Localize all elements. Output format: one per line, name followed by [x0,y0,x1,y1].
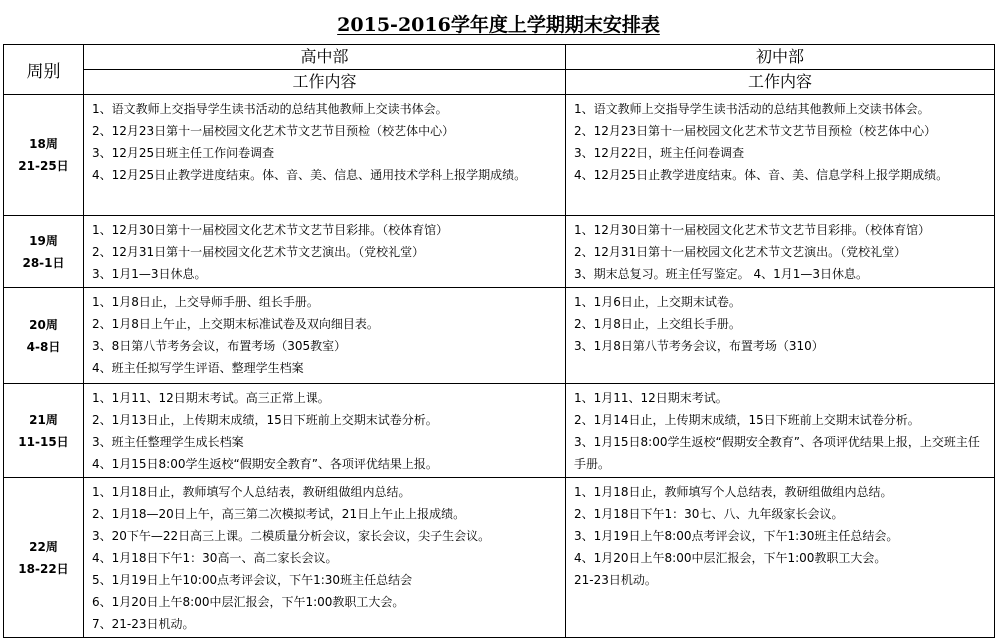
task-item: 3、12月22日，班主任问卷调查 [574,146,745,160]
week-row-22 [4,478,995,638]
task-item: 21-23日机动。 [574,573,657,587]
week-cell [4,95,84,216]
middle-school-items [566,95,995,216]
week-dates: 18-22日 [18,561,69,576]
middle-school-items [566,288,995,384]
high-school-items [84,288,566,384]
task-item: 3、1月19日上午8:00点考评会议，下午1:30班主任总结会。 [574,529,899,543]
middle-school-items [566,216,995,288]
document-title-text: 2015-2016学年度上学期期末安排表 [337,14,660,36]
week-row-19 [4,216,995,288]
week-column-header: 周别 [4,45,84,95]
task-item: 1、语文教师上交指导学生读书活动的总结其他教师上交读书体会。 [574,102,930,116]
document-title [0,10,997,40]
high-school-items [84,216,566,288]
week-row-21 [4,384,995,478]
week-cell [4,288,84,384]
task-item: 2、1月18日下午1：30七、八、九年级家长会议。 [574,507,844,521]
task-item: 1、语文教师上交指导学生读书活动的总结其他教师上交读书体会。 [92,102,448,116]
task-item: 1、1月11、12日期末考试。高三正常上课。 [92,391,330,405]
high-school-items [84,95,566,216]
week-number: 21周 [29,412,58,427]
task-item: 1、12月30日第十一届校园文化艺术节文艺节目彩排。（校体育馆） [92,223,449,237]
task-item: 6、1月20日上午8:00中层汇报会，下午1:00教职工大会。 [92,595,405,609]
week-cell [4,478,84,638]
week-row-20 [4,288,995,384]
task-item: 2、1月13日止，上传期末成绩，15日下班前上交期末试卷分析。 [92,413,438,427]
task-item: 2、12月23日第十一届校园文化艺术节文艺节目预检（校艺体中心） [574,124,937,138]
task-item: 7、21-23日机动。 [92,617,195,631]
task-item: 2、1月14日止，上传期末成绩，15日下班前上交期末试卷分析。 [574,413,920,427]
task-item: 1、12月30日第十一届校园文化艺术节文艺节目彩排。（校体育馆） [574,223,931,237]
high-school-header: 高中部 [84,45,566,70]
task-item: 1、1月6日止，上交期末试卷。 [574,295,741,309]
task-item: 3、1月15日8:00学生返校“假期安全教育”、各项评优结果上报，上交班主任手册。 [574,435,980,471]
task-item: 5、1月19日上午10:00点考评会议，下午1:30班主任总结会 [92,573,413,587]
week-number: 22周 [29,539,58,554]
high-work-content-header: 工作内容 [84,70,566,95]
week-number: 18周 [29,137,58,151]
task-item: 1、1月8日止，上交导师手册、组长手册。 [92,295,319,309]
week-cell [4,216,84,288]
task-item: 2、12月23日第十一届校园文化艺术节文艺节目预检（校艺体中心） [92,124,455,138]
middle-work-content-header: 工作内容 [566,70,995,95]
week-dates: 28-1日 [22,255,65,270]
task-item: 2、1月8日止，上交组长手册。 [574,317,741,331]
task-item: 1、1月18日止，教师填写个人总结表，教研组做组内总结。 [92,485,411,499]
task-item: 2、12月31日第十一届校园文化艺术节文艺演出。（党校礼堂） [574,245,907,259]
task-item: 4、1月15日8:00学生返校“假期安全教育”、各项评优结果上报。 [92,457,438,471]
schedule-table [3,44,995,638]
task-item: 2、1月18—20日上午，高三第二次模拟考试，21日上午止上报成绩。 [92,507,466,521]
task-item: 4、12月25日止教学进度结束。体、音、美、信息学科上报学期成绩。 [574,168,949,182]
week-number: 20周 [29,317,58,332]
task-item: 4、1月20日上午8:00中层汇报会，下午1:00教职工大会。 [574,551,887,565]
middle-school-header: 初中部 [566,45,995,70]
task-item: 4、1月18日下午1：30高一、高二家长会议。 [92,551,338,565]
task-item: 3、班主任整理学生成长档案 [92,435,244,449]
task-item: 4、班主任拟写学生评语、整理学生档案 [92,361,304,375]
middle-school-items [566,384,995,478]
high-school-items [84,478,566,638]
middle-school-items [566,478,995,638]
week-dates: 4-8日 [26,339,61,354]
task-item: 2、1月8日上午止，上交期末标准试卷及双向细目表。 [92,317,379,331]
task-item: 3、20下午—22日高三上课。二模质量分析会议，家长会议，尖子生会议。 [92,529,491,543]
task-item: 1、1月18日止，教师填写个人总结表，教研组做组内总结。 [574,485,893,499]
task-item: 3、1月8日第八节考务会议，布置考场（310） [574,339,824,353]
header-row-1 [4,45,995,70]
task-item: 3、12月25日班主任工作问卷调查 [92,146,275,160]
week-dates: 11-15日 [18,434,69,449]
task-item: 3、1月1—3日休息。 [92,267,207,281]
task-item: 3、期末总复习。班主任写鉴定。 4、1月1—3日休息。 [574,267,868,281]
task-item: 4、12月25日止教学进度结束。体、音、美、信息、通用技术学科上报学期成绩。 [92,168,527,182]
week-cell [4,384,84,478]
week-row-18 [4,95,995,216]
week-number: 19周 [29,233,58,248]
task-item: 2、12月31日第十一届校园文化艺术节文艺演出。（党校礼堂） [92,245,425,259]
week-dates: 21-25日 [18,159,69,173]
task-item: 3、8日第八节考务会议，布置考场（305教室） [92,339,347,353]
high-school-items [84,384,566,478]
header-row-2 [4,70,995,95]
task-item: 1、1月11、12日期末考试。 [574,391,728,405]
